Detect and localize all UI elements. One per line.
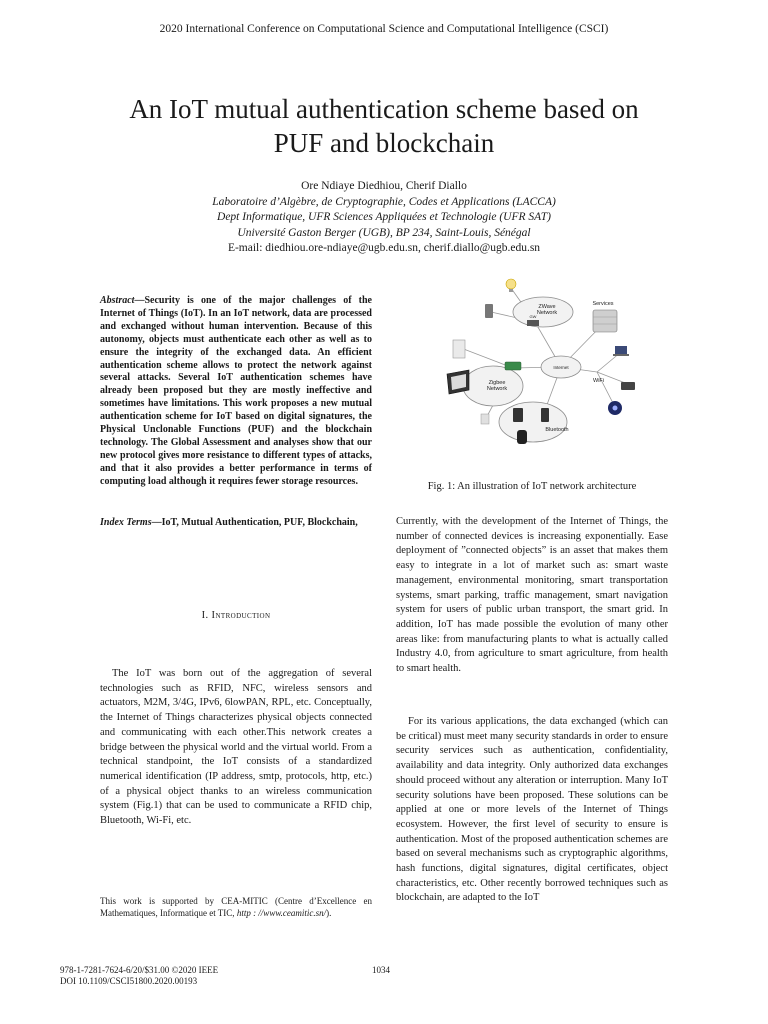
index-terms	[100, 517, 372, 530]
figure-caption: Fig. 1: An illustration of IoT network architecture	[427, 481, 637, 492]
router-icon	[505, 362, 521, 370]
conference-header: 2020 International Conference on Computational Science and Computational Intelligence (CSCI)	[159, 23, 609, 35]
cloud-internet	[541, 356, 581, 378]
light-bulb-icon	[506, 279, 516, 292]
footnote-url: http : //www.ceamitic.sn/	[236, 907, 327, 918]
cloud-zwave	[513, 297, 573, 327]
appliance-icon	[453, 340, 465, 358]
wifi-label	[593, 378, 604, 384]
footnote-text: This work is supported by CEA-MITIC (Centre d’Excellence en Mathematiques, Informatique et TIC,	[100, 896, 372, 918]
smartphone-icon	[541, 408, 549, 422]
figure-diagram	[425, 270, 653, 450]
label-zwave: ZWave Network	[536, 304, 558, 316]
sensor-icon	[481, 414, 489, 424]
paper-title	[60, 92, 708, 160]
right-column-bottom	[396, 715, 668, 906]
affiliation-2: Dept Informatique, UFR Sciences Appliquées et Technologie (UFR SAT)	[217, 211, 551, 223]
index-terms-label: Index Terms	[100, 517, 152, 528]
abstract-label: Abstract	[100, 295, 135, 306]
label-services: Services	[592, 301, 614, 307]
phone-icon	[621, 382, 635, 390]
display-icon	[447, 370, 469, 394]
right-paragraph-2: For its various applications, the data exchanged (which can be critical) must meet many security standards in order to ensure security services such as authentication, confidentiality, availability and data integrity. Only authorized data exchanges should proceed without any alteration or interruption. Many IoT security solutions have been proposed. These solutions can be applied at one or more levels of the Internet of Things ecosystem. However, the first level of security to ensure is authentication. Most of the proposed authentication schemes are based on several mechanisms such as cryptographic algorithms, hash functions, digital signatures, digital certificates, object characteristics, etc. Other recently borrowed techniques such as blockchain, are adapted to the IoT	[396, 716, 668, 904]
section-number: I.	[201, 610, 209, 621]
title-line-1: An IoT mutual authentication scheme based on	[129, 94, 639, 124]
smartwatch-icon	[517, 430, 527, 444]
section-title: Introduction	[211, 610, 271, 621]
footnote-end: ).	[326, 907, 332, 918]
right-paragraph-1: Currently, with the development of the Internet of Things, the number of connected devices is increasing exponentially. Ease deployment of ”connected objects” is an asset that makes them easy to integrate in a lot of market such as: smart waste management, environmental monitoring, smart transportation systems, smart parking, traffic management, smart navigation system for users of public urban transport, the smart grid. In addition, IoT has made possible the evolution of many other areas like: from manufacturing plants to what is actually called Industry 4.0, from agriculture to smart agriculture, from health to smart health.	[396, 516, 668, 675]
abstract-text: —Security is one of the major challenges of the Internet of Things (IoT). In an IoT network, data are processed and exchanged without human intervention. Because of this autonomy, objects must authenticate each other as well as to ensure the integrity of the exchanged data. An efficient authentication scheme allows to protect the network against several attacks. Several IoT authentication schemes have already been proposed but they are mostly ineffective and sometimes have limitations. This work proposes a new mutual authentication scheme for IoT based on digital signatures, the Physical Unclonable Functions (PUF) and the blockchain technology. The Global Assessment and analyses show that our new protocol gives more resistance to different types of attacks, and that it also provides a better performance in terms of computing load although it requires fewer storage resources.	[100, 295, 372, 487]
camera-icon	[608, 401, 622, 415]
laptop-icon	[613, 346, 629, 356]
author-email: E-mail: diedhiou.ore-ndiaye@ugb.edu.sn, cherif.diallo@ugb.edu.sn	[227, 242, 541, 254]
label-bluetooth: Bluetooth	[545, 427, 569, 433]
tablet-icon	[513, 408, 523, 422]
cloud-bluetooth	[499, 402, 569, 442]
section-heading	[100, 610, 372, 621]
label-gw: GW	[529, 314, 537, 319]
door-lock-icon	[485, 304, 493, 318]
footer-isbn: 978-1-7281-7624-6/20/$31.00 ©2020 IEEE	[60, 965, 219, 975]
footnote	[100, 896, 372, 919]
author-block	[0, 179, 768, 257]
services-server	[592, 301, 617, 332]
right-column-top	[396, 515, 668, 677]
label-zigbee: Zigbee Network	[486, 380, 508, 392]
author-names: Ore Ndiaye Diedhiou, Cherif Diallo	[301, 180, 467, 192]
title-line-2: PUF and blockchain	[273, 128, 495, 158]
page-number: 1034	[372, 965, 390, 975]
figure-iot-architecture	[425, 270, 653, 450]
intro-body	[100, 667, 372, 829]
index-terms-text: —IoT, Mutual Authentication, PUF, Blockchain,	[151, 517, 358, 528]
footer-doi: DOI 10.1109/CSCI51800.2020.00193	[60, 976, 198, 986]
affiliation-3: Université Gaston Berger (UGB), BP 234, Saint-Louis, Sénégal	[237, 226, 531, 239]
label-internet: Internet	[553, 365, 569, 370]
affiliation-1: Laboratoire d’Algèbre, de Cryptographie, Codes et Applications (LACCA)	[212, 195, 556, 208]
footer-copyright	[60, 965, 218, 987]
intro-paragraph-1: The IoT was born out of the aggregation of several technologies such as RFID, NFC, wireless sensors and actuators, M2M, 3/4G, IPv6, 6lowPAN, RPL, etc. Conceptually, the Internet of Things characterizes physical objects connected and communicating with each other.This network creates a bridge between the physical world and the virtual world. From a technical standpoint, the IoT consists of a standardized numerical identification (IP address, smtp, protocols, http, etc.) of a physical object thanks to an wireless communication system (Fig.1) that can be used to communicate a RFID chip, Bluetooth, Wi-Fi, etc.	[100, 668, 372, 827]
cloud-zigbee	[463, 366, 523, 406]
svg-text:WiFi: WiFi	[593, 378, 604, 384]
abstract	[100, 295, 372, 489]
